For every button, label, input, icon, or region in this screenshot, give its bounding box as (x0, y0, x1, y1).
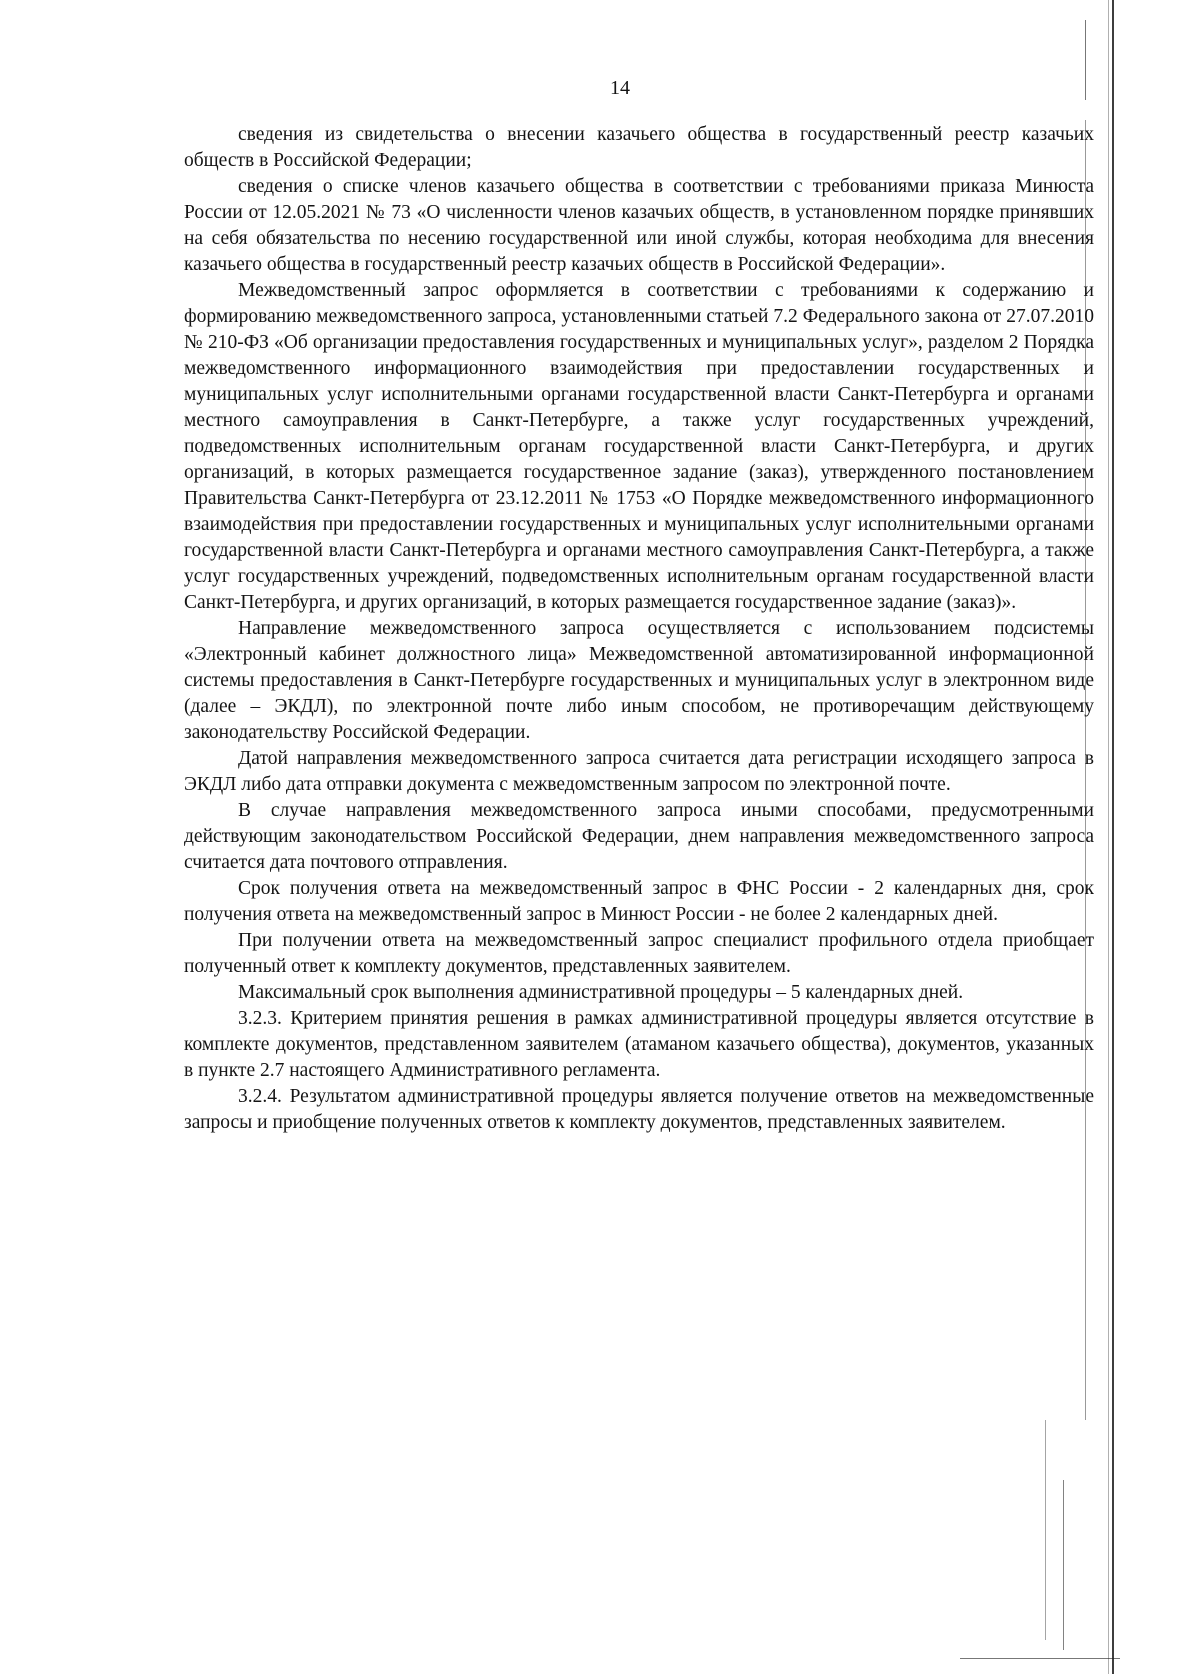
scan-edge-line (960, 1658, 1120, 1659)
scan-edge-line (1108, 0, 1109, 1674)
scan-edge-line (1085, 120, 1086, 1420)
paragraph-request-requirements: Межведомственный запрос оформляется в соответствии с требованиями к содержанию и формированию межведомственного запроса, установленными статьей 7.2 Федерального закона от 27.07.2010 № 210-ФЗ «Об организации предоставления государственных и муниципальных услуг», разделом 2 Порядка межведомственного информационного взаимодействия при предоставлении государственных и муниципальных услуг исполнительными органами государственной власти Санкт-Петербурга и органами местного самоуправления в Санкт-Петербурге, а также услуг государственных учреждений, подведомственных исполнительным органам государственной власти Санкт-Петербурга, и других организаций, в которых размещается государственное задание (заказ), утвержденного постановлением Правительства Санкт-Петербурга от 23.12.2011 № 1753 «О Порядке межведомственного информационного взаимодействия при предоставлении государственных и муниципальных услуг исполнительными органами государственной власти Санкт-Петербурга и органами местного самоуправления Санкт-Петербурга, а также услуг государственных учреждений, подведомственных исполнительным органам государственной власти Санкт-Петербурга, и других организаций, в которых размещается государственное задание (заказ)». (184, 280, 1094, 613)
paragraph-3-2-3-criterion: 3.2.3. Критерием принятия решения в рамках административной процедуры является отсутствие в комплекте документов, представленном заявителем (атаманом казачьего общества), документов, указанных в пункте 2.7 настоящего Административного регламента. (184, 1008, 1094, 1081)
scan-edge-line (1045, 1420, 1046, 1640)
scan-edge-line (1063, 1480, 1064, 1650)
scan-edge-line (1112, 0, 1114, 1674)
paragraph-certificate-info: сведения из свидетельства о внесении казачьего общества в государственный реестр казачьих обществ в Российской Федерации; (184, 124, 1094, 171)
paragraph-response-deadline: Срок получения ответа на межведомственный запрос в ФНС России - 2 календарных дня, срок получения ответа на межведомственный запрос в Минюст России - не более 2 календарных дней. (184, 878, 1094, 925)
paragraph-member-list-info: сведения о списке членов казачьего общества в соответствии с требованиями приказа Минюста России от 12.05.2021 № 73 «О численности членов казачьих обществ, в установленном порядке принявших на себя обязательства по несению государственной или иной службы, которая необходима для внесения казачьего общества в государственный реестр казачьих обществ в Российской Федерации». (184, 176, 1094, 275)
paragraph-other-methods: В случае направления межведомственного запроса иными способами, предусмотренными действующим законодательством Российской Федерации, днем направления межведомственного запроса считается дата почтового отправления. (184, 800, 1094, 873)
paragraph-response-attach: При получении ответа на межведомственный запрос специалист профильного отдела приобщает полученный ответ к комплекту документов, представленных заявителем. (184, 930, 1094, 977)
paragraph-request-date: Датой направления межведомственного запроса считается дата регистрации исходящего запроса в ЭКДЛ либо дата отправки документа с межведомственным запросом по электронной почте. (184, 748, 1094, 795)
paragraph-3-2-4-result: 3.2.4. Результатом административной процедуры является получение ответов на межведомственные запросы и приобщение полученных ответов к комплекту документов, представленных заявителем. (184, 1086, 1094, 1133)
page-number: 14 (610, 77, 630, 99)
paragraph-request-sending: Направление межведомственного запроса осуществляется с использованием подсистемы «Электронный кабинет должностного лица» Межведомственной автоматизированной информационной системы предоставления в Санкт-Петербурге государственных и муниципальных услуг в электронном виде (далее – ЭКДЛ), по электронной почте либо иным способом, не противоречащим действующему законодательству Российской Федерации. (184, 618, 1094, 743)
scan-edge-line (1085, 20, 1086, 100)
document-body (184, 122, 1094, 1136)
paragraph-max-duration: Максимальный срок выполнения административной процедуры – 5 календарных дней. (238, 982, 964, 1003)
